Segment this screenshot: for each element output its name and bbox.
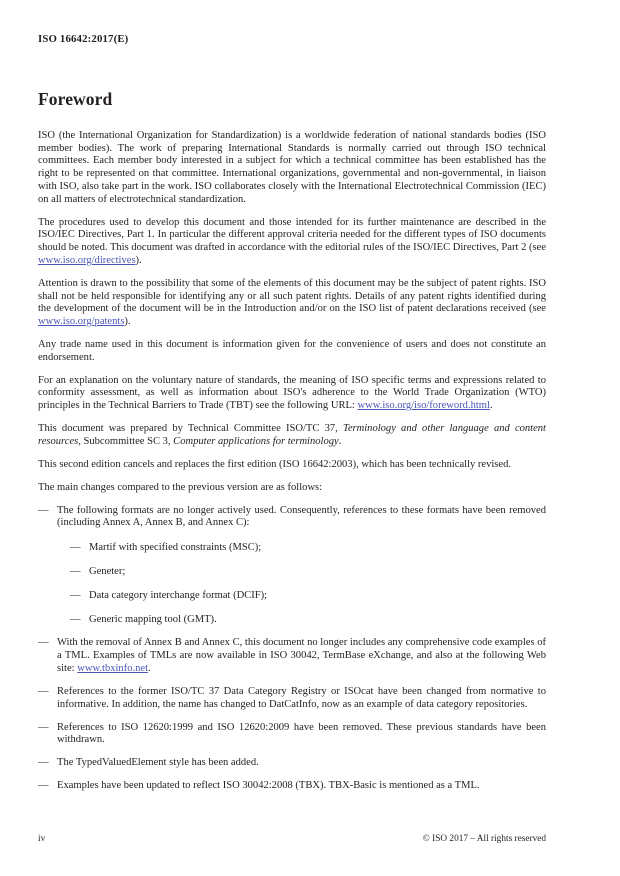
list-item-text: References to the former ISO/TC 37 Data Category Registry or ISOcat have been changed from normative to informative. In addition, the name has changed to DatCatInfo, now as an example of data category repositories. <box>57 685 546 710</box>
paragraph-patent-text-before: Attention is drawn to the possibility that some of the elements of this document may be the subject of patent rights. ISO shall not be held responsible for identifying any or all such patent rights. Details of any patent rights identified during the development of the document will be in the Introduction and/or on the ISO list of patent declarations received (see <box>38 277 546 315</box>
link-iso-patents[interactable]: www.iso.org/patents <box>38 316 125 328</box>
dash-marker-icon: — <box>70 565 81 577</box>
list-item <box>38 530 546 554</box>
paragraph-second-edition: This second edition cancels and replaces the first edition (ISO 16642:2003), which has been technically revised. <box>38 458 512 470</box>
dash-marker-icon: — <box>38 504 49 516</box>
link-iso-directives[interactable]: www.iso.org/directives <box>38 254 136 266</box>
dash-marker-icon: — <box>38 637 49 649</box>
list-item-text: References to ISO 12620:1999 and ISO 12620:2009 have been removed. These previous standards have been withdrawn. <box>57 721 546 746</box>
dash-marker-icon: — <box>70 614 81 626</box>
link-tbxinfo[interactable]: www.tbxinfo.net <box>77 662 149 674</box>
list-item-text: The TypedValuedElement style has been added. <box>57 757 259 769</box>
paragraph-wto-text-after: . <box>489 400 493 412</box>
page-title: Foreword <box>38 88 113 109</box>
list-item <box>38 554 546 578</box>
paragraph-trade-name: Any trade name used in this document is information given for the convenience of users and does not constitute an endorsement. <box>38 339 546 363</box>
dash-marker-icon: — <box>70 541 81 553</box>
committee-text-part1: This document was prepared by Technical Committee ISO/TC 37, <box>38 423 343 435</box>
committee-title-tc37: Terminology and other language and content resources <box>38 423 546 447</box>
paragraph-wto-tbt <box>38 365 546 413</box>
committee-text-part3: . <box>338 435 342 447</box>
paragraph-iso-definition: ISO (the International Organization for Standardization) is a worldwide federation of national standards bodies (ISO member bodies). The work of preparing International Standards is normally carried out through ISO technical committees. Each member body interested in a subject for which a technical committee has been established has the right to be represented on that committee. International organizations, governmental and non-governmental, in liaison with ISO, also take part in the work. ISO collaborates closely with the International Electrotechnical Commission (IEC) on all matters of electrotechnical standardization. <box>38 129 546 205</box>
list-item-text-after: . <box>148 662 151 674</box>
list-item <box>38 747 546 770</box>
paragraph-main-changes-intro: The main changes compared to the previous version are as follows: <box>38 481 323 493</box>
paragraph-patent-rights <box>38 268 546 329</box>
paragraph-procedures-text-before: The procedures used to develop this document and those intended for its further maintenance are described in the ISO/IEC Directives, Part 1. In particular the different approval criteria needed for the different types of ISO documents should be noted. This document was drafted in accordance with the editorial rules of the ISO/IEC Directives, Part 2 (see <box>38 216 546 254</box>
committee-title-sc3: Computer applications for terminology <box>173 435 339 447</box>
dash-marker-icon: — <box>38 780 49 792</box>
list-item <box>38 579 546 603</box>
list-item-text: Geneter; <box>89 565 126 577</box>
list-item <box>38 627 546 675</box>
paragraph-procedures-text-after: ). <box>135 254 142 266</box>
link-iso-foreword[interactable]: www.iso.org/iso/foreword.html <box>357 400 490 412</box>
dash-marker-icon: — <box>70 590 81 602</box>
committee-text-part2: , Subcommittee SC 3, <box>78 435 174 447</box>
list-item <box>38 495 546 531</box>
list-item-text: Martif with specified constraints (MSC); <box>89 541 262 553</box>
list-item-text: Generic mapping tool (GMT). <box>89 614 217 626</box>
paragraph-patent-text-after: ). <box>124 316 131 328</box>
document-header: ISO 16642:2017(E) <box>38 33 129 45</box>
list-item <box>38 770 546 793</box>
list-item <box>38 603 546 627</box>
dash-marker-icon: — <box>38 685 49 697</box>
dash-marker-icon: — <box>38 721 49 733</box>
page-content <box>38 0 546 793</box>
list-item <box>38 676 546 712</box>
paragraph-procedures <box>38 206 546 267</box>
list-item <box>38 711 546 747</box>
paragraph-committee <box>38 413 546 449</box>
page-footer <box>38 834 546 844</box>
paragraph-wto-text-before: For an explanation on the voluntary nature of standards, the meaning of ISO specific terms and expressions related to conformity assessment, as well as information about ISO's adherence to the World Trade Organization (WTO) principles in the Technical Barriers to Trade (TBT) see the following URL: <box>38 374 546 412</box>
page-number: iv <box>38 834 46 844</box>
list-item-text: Data category interchange format (DCIF); <box>89 590 268 602</box>
list-item-text: Examples have been updated to reflect ISO 30042:2008 (TBX). TBX-Basic is mentioned as a TML. <box>57 780 480 792</box>
copyright-notice: © ISO 2017 – All rights reserved <box>422 834 546 844</box>
list-item-text: The following formats are no longer actively used. Consequently, references to these formats have been removed (including Annex A, Annex B, and Annex C): <box>57 504 546 529</box>
dash-marker-icon: — <box>38 757 49 769</box>
list-item-text-before: With the removal of Annex B and Annex C, this document no longer includes any comprehensive code examples of a TML. Examples of TMLs are now available in ISO 30042, TermBase eXchange, and also at the following Web site: <box>57 637 546 674</box>
